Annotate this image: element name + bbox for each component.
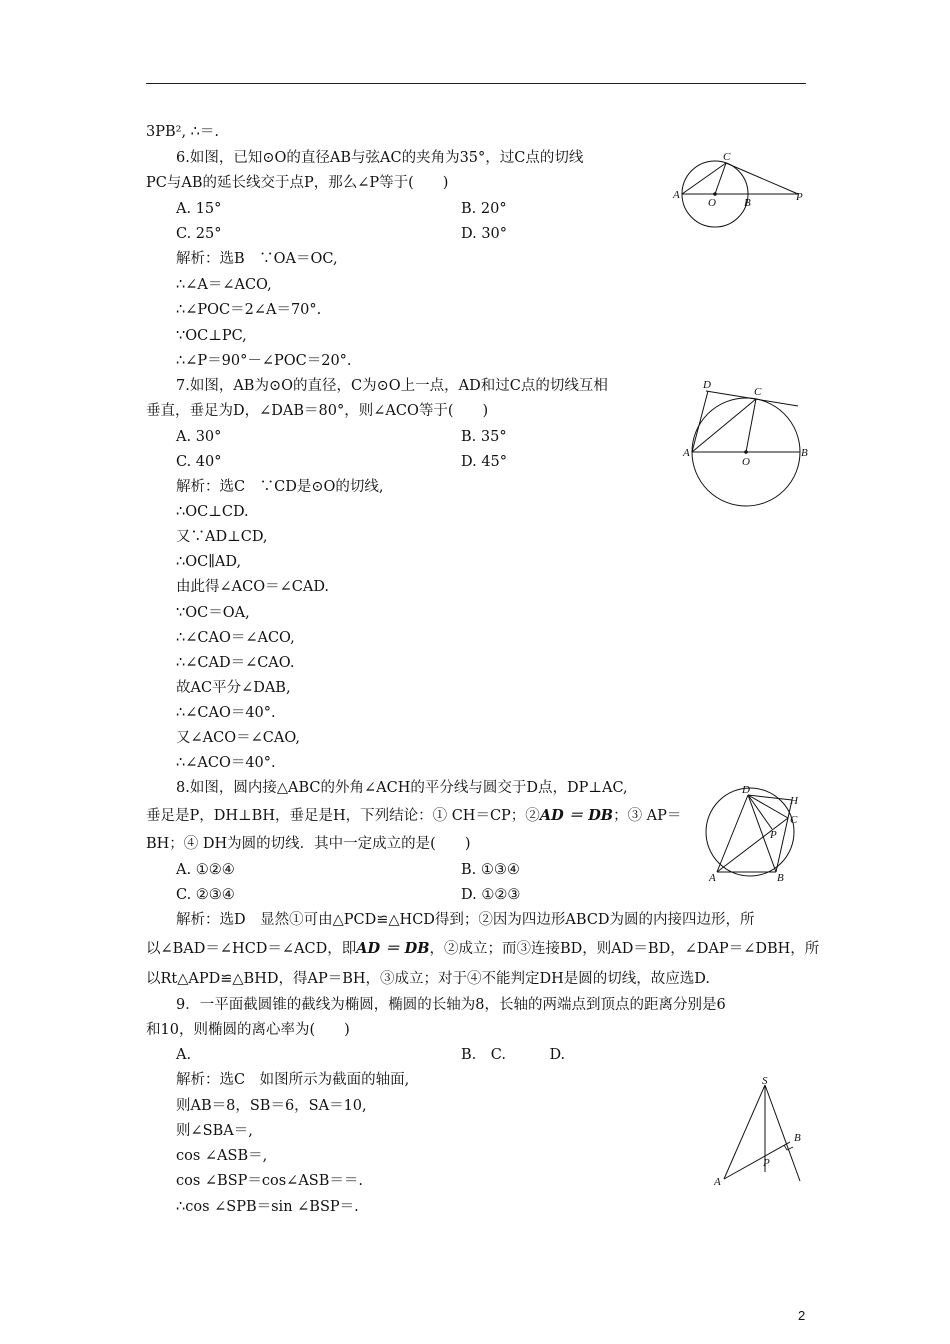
solution-line: cos ∠ASB＝, bbox=[176, 1148, 268, 1164]
solution-line: 又∵AD⊥CD, bbox=[176, 529, 268, 545]
label-c: C bbox=[723, 151, 731, 163]
option-d: D. 45° bbox=[461, 454, 508, 470]
option-a: A. bbox=[176, 1047, 192, 1063]
solution-line: ∴∠A＝∠ACO, bbox=[176, 277, 272, 293]
solution-line: ∴∠ACO＝40°. bbox=[176, 755, 276, 771]
label-p: P bbox=[796, 191, 803, 203]
option-b: B. 20° bbox=[461, 201, 507, 217]
figure-problem-7 bbox=[680, 375, 815, 510]
option-a: A. 30° bbox=[176, 429, 222, 445]
problem-9-line-1: 9．一平面截圆锥的截线为椭圆，椭圆的长轴为8，长轴的两端点到顶点的距离分别是6 bbox=[176, 997, 726, 1013]
text-segment: 垂足是P，DH⊥BH，垂足是H，下列结论：① CH＝CP；② bbox=[146, 808, 540, 824]
page-number: 2 bbox=[798, 1308, 806, 1323]
label-a: A bbox=[709, 872, 716, 884]
solution-line: ∴OC⊥CD. bbox=[176, 504, 249, 520]
label-s: S bbox=[762, 1075, 768, 1087]
problem-7-line-1: 7.如图，AB为⊙O的直径，C为⊙O上一点，AD和过C点的切线互相 bbox=[176, 378, 608, 394]
label-p: P bbox=[763, 1157, 770, 1169]
solution-line: 又∠ACO＝∠CAO, bbox=[176, 730, 300, 746]
problem-9-line-2: 和10，则椭圆的离心率为( ) bbox=[146, 1022, 350, 1038]
solution-line: cos ∠BSP＝cos∠ASB＝＝. bbox=[176, 1173, 364, 1189]
problem-6-line-2: PC与AB的延长线交于点P，那么∠P等于( ) bbox=[146, 175, 449, 191]
label-o: O bbox=[708, 197, 716, 209]
solution-line: ∴∠P＝90°－∠POC＝20°. bbox=[176, 353, 352, 369]
text-segment: 以∠BAD＝∠HCD＝∠ACD，即 bbox=[146, 941, 357, 957]
solution-line: ∴∠POC＝2∠A＝70°. bbox=[176, 302, 322, 318]
label-d: D bbox=[742, 784, 750, 796]
solution-line: ∴∠CAD＝∠CAO. bbox=[176, 655, 295, 671]
figure-problem-6 bbox=[670, 150, 810, 230]
problem-8-line-2 bbox=[146, 807, 681, 825]
text-segment: ，②成立；而③连接BD，则AD＝BD，∠DAP＝∠DBH，所 bbox=[429, 941, 820, 957]
text-segment: ；③ AP＝ bbox=[613, 808, 682, 824]
options-bcd: B. C. D. bbox=[461, 1047, 566, 1063]
figure-problem-9 bbox=[710, 1075, 820, 1190]
solution-line: ∴∠CAO＝∠ACO, bbox=[176, 630, 295, 646]
problem-6-line-1: 6.如图，已知⊙O的直径AB与弦AC的夹角为35°，过C点的切线 bbox=[176, 150, 584, 166]
solution-line: ∴cos ∠SPB＝sin ∠BSP＝. bbox=[176, 1199, 359, 1215]
solution-line: 解析：选C ∵CD是⊙O的切线, bbox=[176, 479, 384, 495]
label-b: B bbox=[777, 872, 784, 884]
label-b: B bbox=[744, 197, 751, 209]
solution-line: 以Rt△APD≌△BHD，得AP＝BH，③成立；对于④不能判定DH是圆的切线，故应选D. bbox=[146, 971, 710, 987]
header-rule bbox=[146, 83, 806, 84]
problem-8-line-3: BH；④ DH为圆的切线．其中一定成立的是( ) bbox=[146, 836, 471, 852]
label-a: A bbox=[714, 1176, 721, 1188]
label-a: A bbox=[683, 447, 690, 459]
option-c: C. 40° bbox=[176, 454, 222, 470]
solution-line bbox=[146, 940, 819, 958]
problem-7-line-2: 垂直，垂足为D，∠DAB＝80°，则∠ACO等于( ) bbox=[146, 403, 489, 419]
option-d: D. 30° bbox=[461, 226, 508, 242]
solution-line: 则∠SBA＝, bbox=[176, 1123, 253, 1139]
solution-line: 则AB＝8，SB＝6，SA＝10, bbox=[176, 1098, 367, 1114]
solution-line: ∵OC⊥PC, bbox=[176, 328, 247, 344]
option-a: A. ①②④ bbox=[176, 862, 235, 878]
solution-line: 解析：选D 显然①可由△PCD≌△HCD得到；②因为四边形ABCD为圆的内接四边形，所 bbox=[176, 912, 755, 928]
option-c: C. 25° bbox=[176, 226, 222, 242]
option-b: B. ①③④ bbox=[461, 862, 520, 878]
label-o: O bbox=[742, 456, 750, 468]
solution-line: 解析：选C 如图所示为截面的轴面, bbox=[176, 1072, 410, 1088]
label-c: C bbox=[754, 386, 762, 398]
figure-problem-8 bbox=[700, 782, 810, 887]
arc-equality: AD ＝ DB bbox=[539, 807, 614, 824]
problem-8-line-1: 8.如图，圆内接△ABC的外角∠ACH的平分线与圆交于D点，DP⊥AC, bbox=[176, 780, 628, 796]
solution-line: ∴∠CAO＝40°. bbox=[176, 705, 276, 721]
solution-line: 故AC平分∠DAB, bbox=[176, 680, 291, 696]
option-c: C. ②③④ bbox=[176, 887, 235, 903]
option-d: D. ①②③ bbox=[461, 887, 521, 903]
label-d: D bbox=[703, 379, 711, 391]
label-b: B bbox=[794, 1132, 801, 1144]
label-c: C bbox=[790, 814, 798, 826]
solution-line: 解析：选B ∵OA＝OC, bbox=[176, 251, 338, 267]
option-a: A. 15° bbox=[176, 201, 222, 217]
arc-equality: AD ＝ DB bbox=[356, 940, 430, 957]
label-h: H bbox=[790, 795, 798, 807]
option-b: B. 35° bbox=[461, 429, 507, 445]
label-a: A bbox=[673, 189, 680, 201]
label-b: B bbox=[801, 447, 808, 459]
solution-line: ∵OC＝OA, bbox=[176, 605, 250, 621]
solution-line: ∴OC∥AD, bbox=[176, 554, 242, 570]
label-p: P bbox=[770, 829, 777, 841]
solution-line: 由此得∠ACO＝∠CAD. bbox=[176, 579, 330, 595]
text-line: 3PB², ∴＝. bbox=[146, 124, 220, 140]
